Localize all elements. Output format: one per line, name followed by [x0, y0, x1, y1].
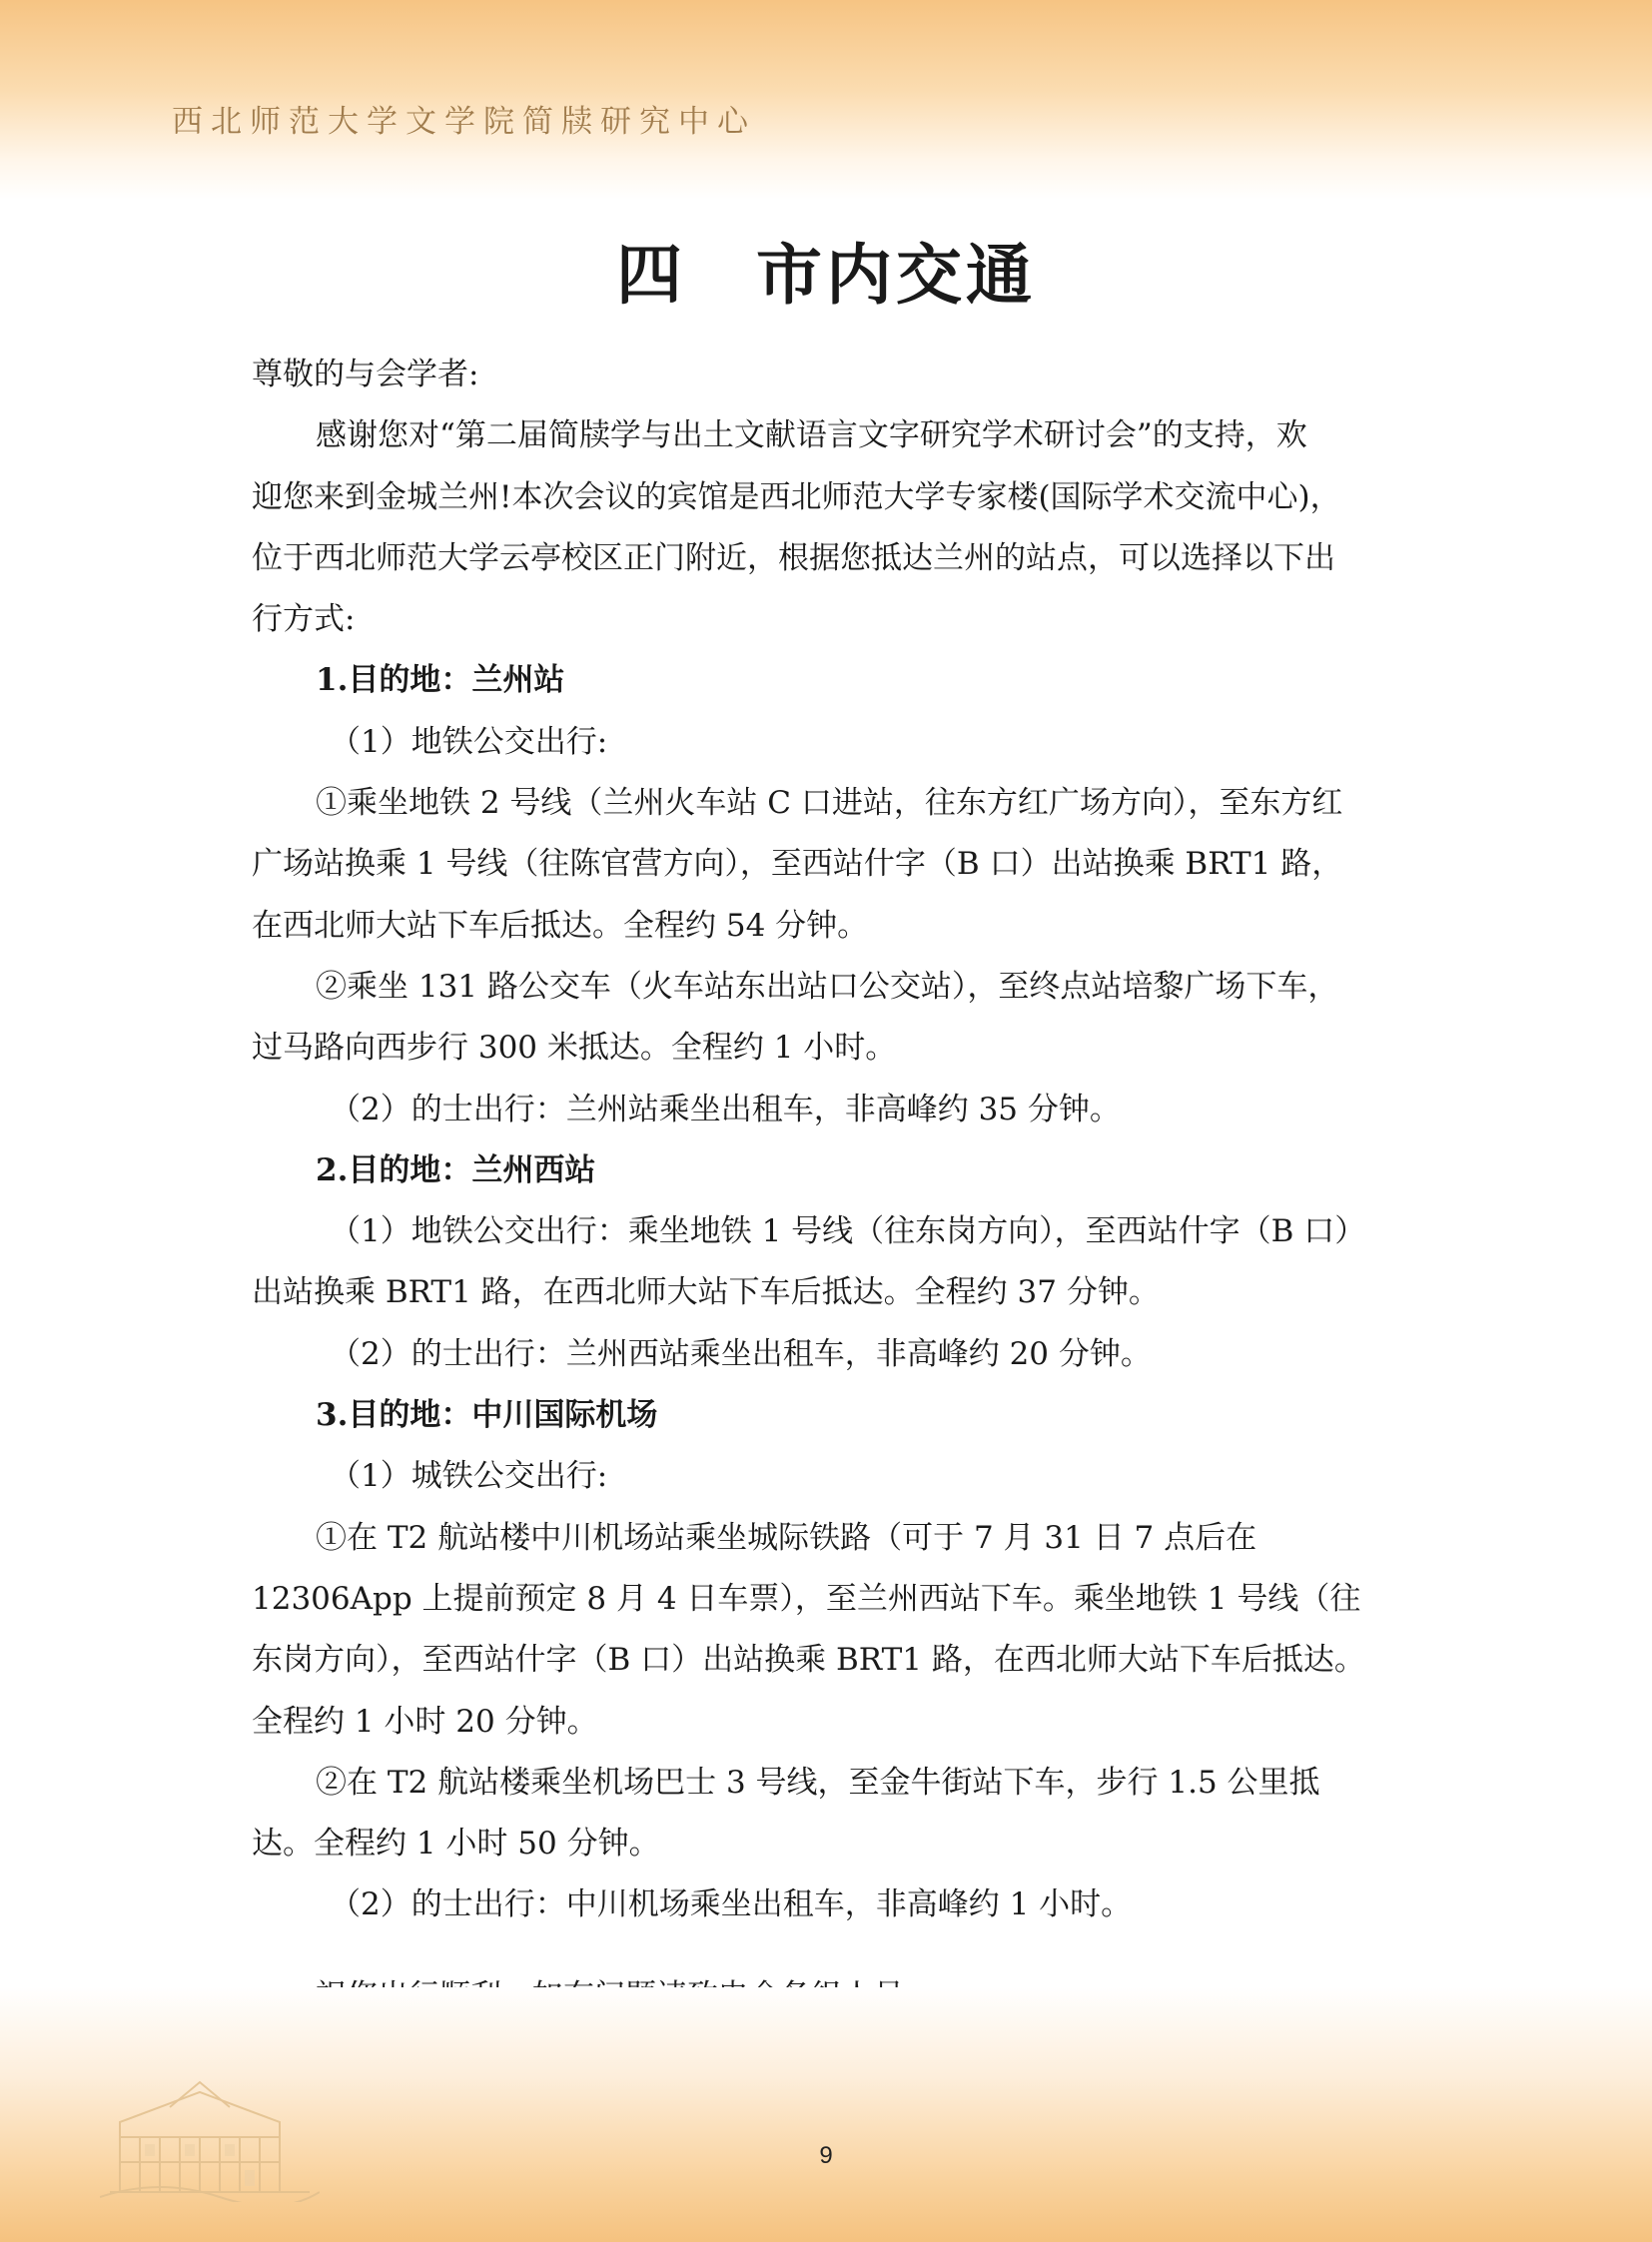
section-1-sub1: （1）地铁公交出行:	[330, 723, 608, 760]
title-text: 市内交通	[756, 236, 1036, 314]
section-3-route1-line-2: 12306App 上提前预定 8 月 4 日车票），至兰州西站下车。乘坐地铁 1 号线（往	[252, 1580, 1361, 1617]
section-1-route2-line-1: ②乘坐 131 路公交车（火车站东出站口公交站），至终点站培黎广场下车，	[316, 968, 1339, 1005]
intro-line-4: 行方式:	[252, 601, 356, 638]
section-3-route1-line-3: 东岗方向），至西站什字（B 口）出站换乘 BRT1 路，在西北师大站下车后抵达。	[252, 1642, 1365, 1679]
greeting: 尊敬的与会学者:	[252, 357, 479, 392]
section-2-heading: 2.目的地：兰州西站	[316, 1151, 596, 1188]
intro-line-1: 感谢您对“第二届简牍学与出土文献语言文字研究学术研讨会”的支持，欢	[316, 417, 1307, 454]
section-3-route1-line-4: 全程约 1 小时 20 分钟。	[252, 1703, 598, 1740]
section-3-route2-line-1: ②在 T2 航站楼乘坐机场巴士 3 号线，至金牛街站下车，步行 1.5 公里抵	[316, 1764, 1320, 1801]
intro-line-2: 迎您来到金城兰州!本次会议的宾馆是西北师范大学专家楼(国际学术交流中心)，	[252, 478, 1341, 515]
section-3-heading: 3.目的地：中川国际机场	[316, 1397, 658, 1434]
section-3-sub1: （1）城铁公交出行:	[330, 1458, 608, 1495]
section-1-route1-line-3: 在西北师大站下车后抵达。全程约 54 分钟。	[252, 907, 869, 944]
section-3-route1-line-1: ①在 T2 航站楼中川机场站乘坐城际铁路（可于 7 月 31 日 7 点后在	[316, 1519, 1257, 1556]
section-2-sub2: （2）的士出行：兰州西站乘坐出租车，非高峰约 20 分钟。	[330, 1335, 1152, 1372]
page-number: 9	[819, 2142, 833, 2169]
section-3-route2-line-2: 达。全程约 1 小时 50 分钟。	[252, 1826, 660, 1863]
main-content	[252, 345, 1410, 2027]
header-org-name: 西北师范大学文学院简牍研究中心	[172, 104, 756, 140]
section-1-route1-line-1: ①乘坐地铁 2 号线（兰州火车站 C 口进站，往东方红广场方向），至东方红	[316, 785, 1343, 822]
building-illustration-icon	[100, 2052, 320, 2202]
intro-line-3: 位于西北师范大学云亭校区正门附近，根据您抵达兰州的站点，可以选择以下出	[252, 539, 1335, 576]
page-title	[0, 222, 1652, 317]
section-1-route1-line-2: 广场站换乘 1 号线（往陈官营方向），至西站什字（B 口）出站换乘 BRT1 路，	[252, 846, 1343, 883]
section-1-route2-line-2: 过马路向西步行 300 米抵达。全程约 1 小时。	[252, 1030, 897, 1067]
section-2-sub1-line-1: （1）地铁公交出行：乘坐地铁 1 号线（往东岗方向），至西站什字（B 口）	[330, 1213, 1366, 1250]
section-1-sub2: （2）的士出行：兰州站乘坐出租车，非高峰约 35 分钟。	[330, 1091, 1121, 1127]
section-3-sub2: （2）的士出行：中川机场乘坐出租车，非高峰约 1 小时。	[330, 1886, 1133, 1923]
title-number: 四	[616, 236, 686, 314]
section-1-heading: 1.目的地：兰州站	[316, 662, 565, 699]
section-2-sub1-line-2: 出站换乘 BRT1 路，在西北师大站下车后抵达。全程约 37 分钟。	[252, 1274, 1160, 1311]
